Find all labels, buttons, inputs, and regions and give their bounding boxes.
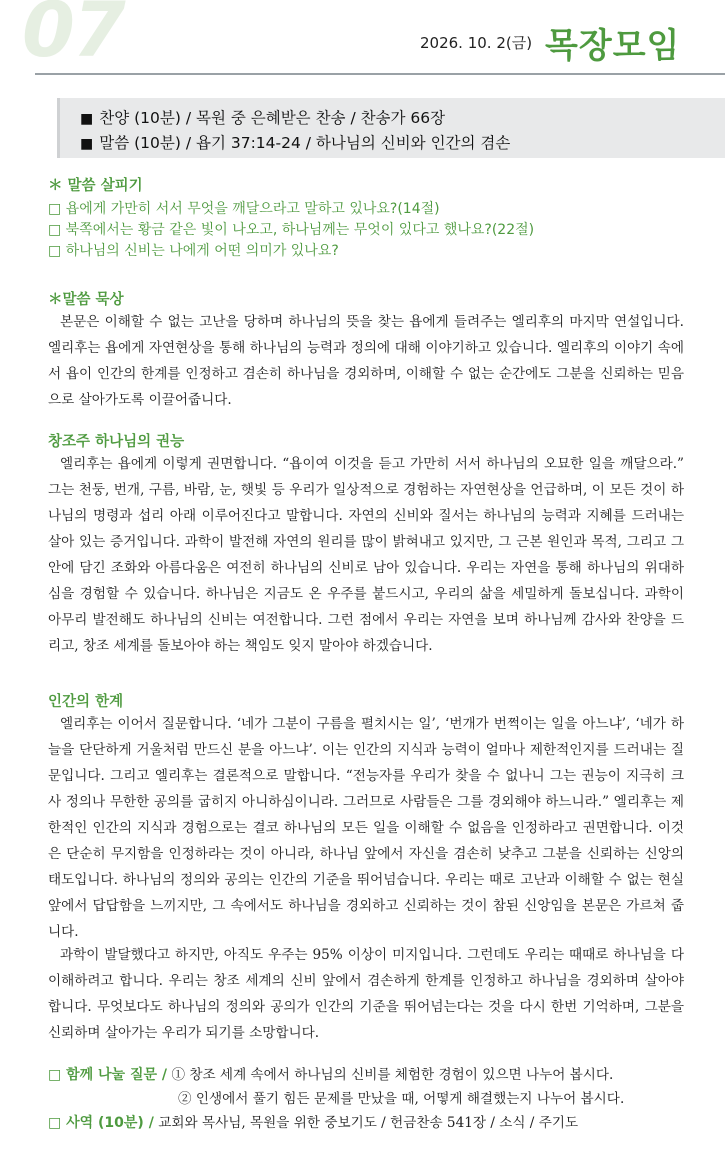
order-item	[80, 106, 445, 128]
ministry-line	[48, 1111, 708, 1135]
section-heading: 창조주 하나님의 권능	[48, 434, 185, 450]
meditation-heading: ＊말씀 묵상	[48, 292, 124, 308]
order-item-text: 말씀 (10분) / 욥기 37:14-24 / 하나님의 신비와 인간의 겸손	[99, 134, 511, 152]
review-section	[48, 174, 684, 262]
review-heading: ＊ 말씀 살피기	[48, 178, 143, 194]
section-paragraph: 엘리후는 욥에게 이렇게 권면합니다. “욥이여 이것을 듣고 가만히 서서 하나님의 오묘한 일을 깨달으라.” 그는 천둥, 번개, 구름, 바람, 눈, 햇빛 등 우리가 일상적으로 경험하는 자연현상을 언급하며, 이 모든 것이 하나님의 명령과 섭리 아래 이루어진다고 말합니다. 자연의 신비와 질서는 하나님의 능력과 지혜를 드러내는 살아 있는 증거입니다. 과학이 발전해 자연의 원리를 많이 밝혀내고 있지만, 그 근본 원인과 목적, 그리고 그 안에 담긴 조화와 아름다움은 여전히 하나님의 신비로 남아 있습니다. 우리는 자연을 통해 하나님의 위대하심을 경험할 수 있습니다. 하나님은 지금도 온 우주를 붙드시고, 우리의 삶을 세밀하게 돌보십니다. 과학이 아무리 발전해도 하나님의 신비는 여전합니다. 그런 점에서 우리는 자연을 보며 하나님께 감사와 찬양을 드리고, 창조 세계를 돌보아야 하는 책임도 잊지 말아야 하겠습니다.	[48, 456, 684, 654]
review-question: □ 욥에게 가만히 서서 무엇을 깨달으라고 말하고 있나요?(14절)	[48, 201, 440, 217]
header-divider	[35, 73, 725, 75]
section-heading: 인간의 한계	[48, 694, 124, 710]
square-bullet-icon: ■	[80, 136, 94, 152]
page-number: 07	[22, 0, 124, 74]
page-title: 목장모임	[545, 26, 681, 66]
ministry-text: 교회와 목사님, 목원을 위한 중보기도 / 헌금찬송 541장 / 소식 / 주기도	[158, 1115, 579, 1131]
share-label: □ 함께 나눌 질문 /	[48, 1067, 167, 1083]
order-item-text: 찬양 (10분) / 목원 중 은혜받은 찬송 / 찬송가 66장	[99, 109, 446, 127]
share-questions-line	[48, 1063, 708, 1087]
review-question: □ 하나님의 신비는 나에게 어떤 의미가 있나요?	[48, 243, 339, 259]
date: 2026. 10. 2(금)	[420, 34, 533, 52]
order-box	[57, 98, 725, 158]
review-question: □ 북쪽에서는 황금 같은 빛이 나오고, 하나님께는 무엇이 있다고 했나요?(22절)	[48, 222, 535, 238]
ministry-label: □ 사역 (10분) /	[48, 1115, 154, 1131]
closing-paragraph: 과학이 발달했다고 하지만, 아직도 우주는 95% 이상이 미지입니다. 그런데도 우리는 때때로 하나님을 다 이해하려고 합니다. 우리는 창조 세계의 신비 앞에서 겸손하게 한계를 인정하고 하나님을 경외하며 살아야 합니다. 무엇보다도 하나님의 정의와 공의가 인간의 기준을 뛰어넘는다는 것을 다시 한번 기억하며, 그분을 신뢰하며 살아가는 우리가 되기를 소망합니다.	[48, 947, 684, 1041]
share-question: ② 인생에서 풀기 힘든 문제를 만났을 때, 어떻게 해결했는지 나누어 봅시다.	[178, 1091, 625, 1107]
section-paragraph: 엘리후는 이어서 질문합니다. ‘네가 그분이 구름을 펼치시는 일’, ‘번개가 번쩍이는 일을 아느냐’, ‘네가 하늘을 단단하게 거울처럼 만드신 분을 아느냐’. 이는 인간의 지식과 능력이 얼마나 제한적인지를 드러내는 질문입니다. 그리고 엘리후는 결론적으로 말합니다. “전능자를 우리가 찾을 수 없나니 그는 권능이 지극히 크사 정의나 무한한 공의를 굽히지 아니하심이니라. 그러므로 사람들은 그를 경외해야 하느니라.” 엘리후는 제한적인 인간의 지식과 경험으로는 결코 하나님의 모든 일을 이해할 수 없음을 인정하라고 권면합니다. 이것은 단순히 무지함을 인정하라는 것이 아니라, 하나님 앞에서 자신을 겸손히 낮추고 그분을 신뢰하는 신앙의 태도입니다. 하나님의 정의와 공의는 인간의 기준을 뛰어넘습니다. 우리는 때로 고난과 이해할 수 없는 현실 앞에서 답답함을 느끼지만, 그 속에서도 하나님을 경외하고 신뢰하는 것이 참된 신앙임을 본문은 가르쳐 줍니다.	[48, 716, 684, 940]
square-bullet-icon: ■	[80, 111, 94, 127]
share-questions-line	[48, 1087, 708, 1111]
meditation-section	[48, 288, 684, 413]
meditation-paragraph: 본문은 이해할 수 없는 고난을 당하며 하나님의 뜻을 찾는 욥에게 들려주는 엘리후의 마지막 연설입니다. 엘리후는 욥에게 자연현상을 통해 하나님의 능력과 정의에 대해 이야기하고 있습니다. 엘리후의 이야기 속에서 욥이 인간의 한계를 인정하고 겸손히 하나님을 경외하며, 이해할 수 없는 순간에도 그분을 신뢰하는 믿음으로 살아가도록 이끌어줍니다.	[48, 314, 684, 408]
share-question: ① 창조 세계 속에서 하나님의 신비를 체험한 경험이 있으면 나누어 봅시다.	[171, 1067, 614, 1083]
order-item	[80, 131, 510, 153]
section-power	[48, 430, 684, 659]
footer-section	[48, 1063, 708, 1135]
section-limits	[48, 690, 684, 945]
closing-section	[48, 942, 684, 1046]
